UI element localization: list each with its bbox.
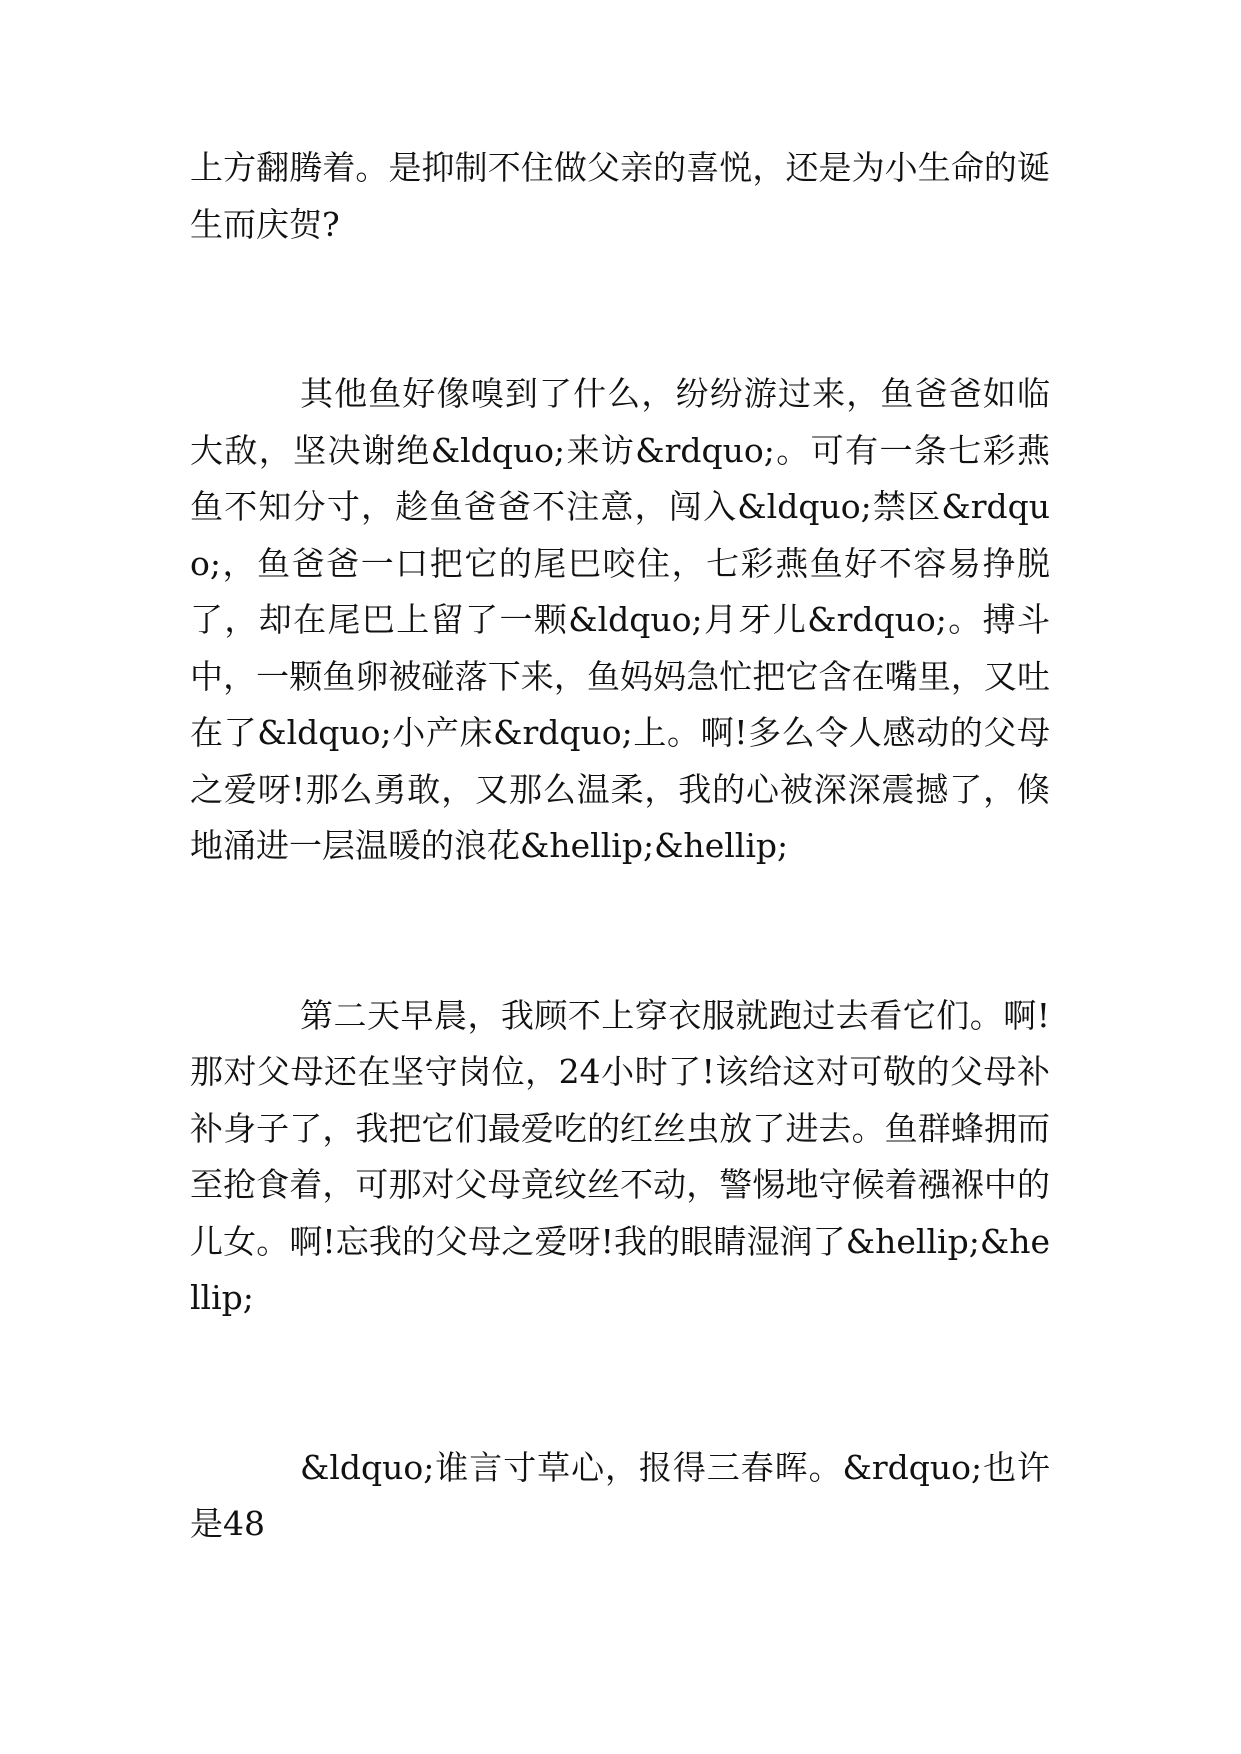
article-body bbox=[190, 140, 1050, 1553]
paragraph-next-morning: 第二天早晨，我顾不上穿衣服就跑过去看它们。啊!那对父母还在坚守岗位，24小时了!该给这对可敬的父母补补身子了，我把它们最爱吃的红丝虫放了进去。鱼群蜂拥而至抢食着，可那对父母竟纹丝不动，警惕地守候着襁褓中的儿女。啊!忘我的父母之爱呀!我的眼睛湿润了&hellip;&hellip; bbox=[190, 995, 1050, 1317]
paragraph-continuation: 上方翻腾着。是抑制不住做父亲的喜悦，还是为小生命的诞生而庆贺? bbox=[190, 148, 1050, 244]
paragraph-fish-defense: 其他鱼好像嗅到了什么，纷纷游过来，鱼爸爸如临大敌，坚决谢绝&ldquo;来访&rdquo;。可有一条七彩燕鱼不知分寸，趁鱼爸爸不注意，闯入&ldquo;禁区&rdquo;，鱼爸爸一口把它的尾巴咬住，七彩燕鱼好不容易挣脱了，却在尾巴上留了一颗&ldquo;月牙儿&rdquo;。搏斗中，一颗鱼卵被碰落下来，鱼妈妈急忙把它含在嘴里，又吐在了&ldquo;小产床&rdquo;上。啊!多么令人感动的父母之爱呀!那么勇敢，又那么温柔，我的心被深深震撼了，倏地涌进一层温暖的浪花&hellip;&hellip; bbox=[190, 374, 1050, 865]
paragraph-poem-quote: &ldquo;谁言寸草心，报得三春晖。&rdquo;也许是48 bbox=[190, 1447, 1050, 1543]
